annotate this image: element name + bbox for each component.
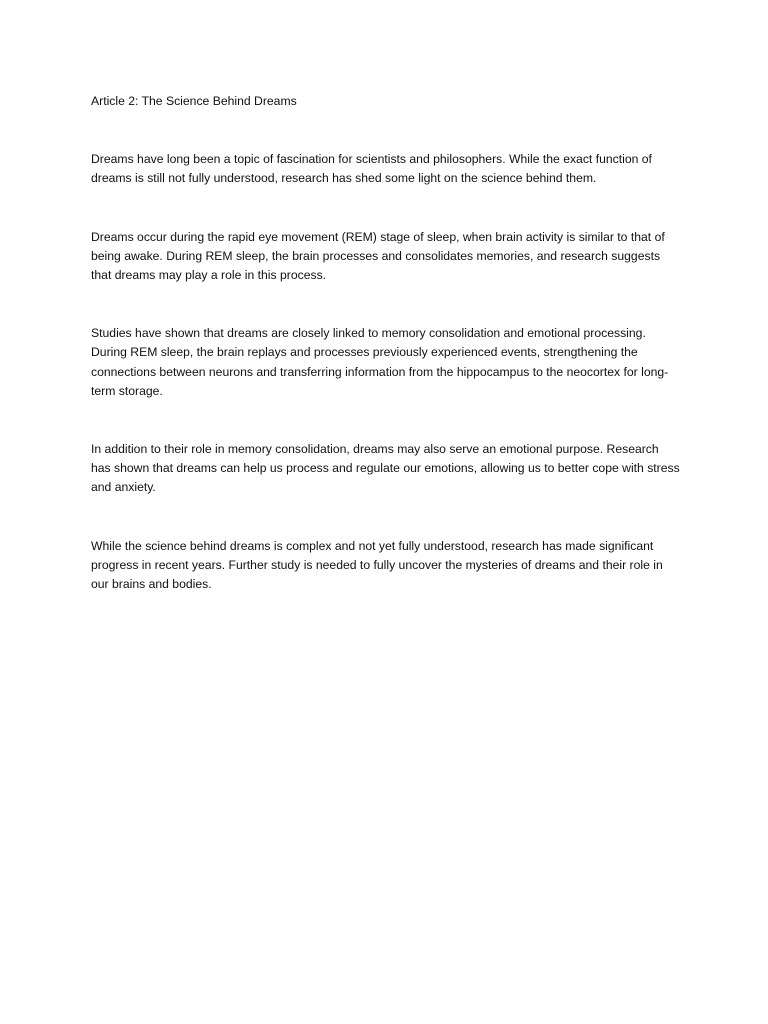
article-title: Article 2: The Science Behind Dreams xyxy=(91,94,297,108)
paragraph-intro: Dreams have long been a topic of fascination for scientists and philosophers. While the exact function of dreams is still not fully understood, research has shed some light on the science behind them. xyxy=(91,152,652,186)
document-body xyxy=(91,92,681,594)
paragraph-conclusion: While the science behind dreams is complex and not yet fully understood, research has made significant progress in recent years. Further study is needed to fully uncover the mysteries of dreams and their role in our brains and bodies. xyxy=(91,538,663,592)
paragraph-memory-consolidation: Studies have shown that dreams are closely linked to memory consolidation and emotional processing. During REM sleep, the brain replays and processes previously experienced events, strengthening the connections between neurons and transferring information from the hippocampus to the neocortex for long-term storage. xyxy=(91,326,669,398)
paragraph-rem-sleep: Dreams occur during the rapid eye movement (REM) stage of sleep, when brain activity is similar to that of being awake. During REM sleep, the brain processes and consolidates memories, and research suggests that dreams may play a role in this process. xyxy=(91,229,665,283)
paragraph-emotional-purpose: In addition to their role in memory consolidation, dreams may also serve an emotional purpose. Research has shown that dreams can help us process and regulate our emotions, allowing us to better cope with stress and anxiety. xyxy=(91,442,680,495)
